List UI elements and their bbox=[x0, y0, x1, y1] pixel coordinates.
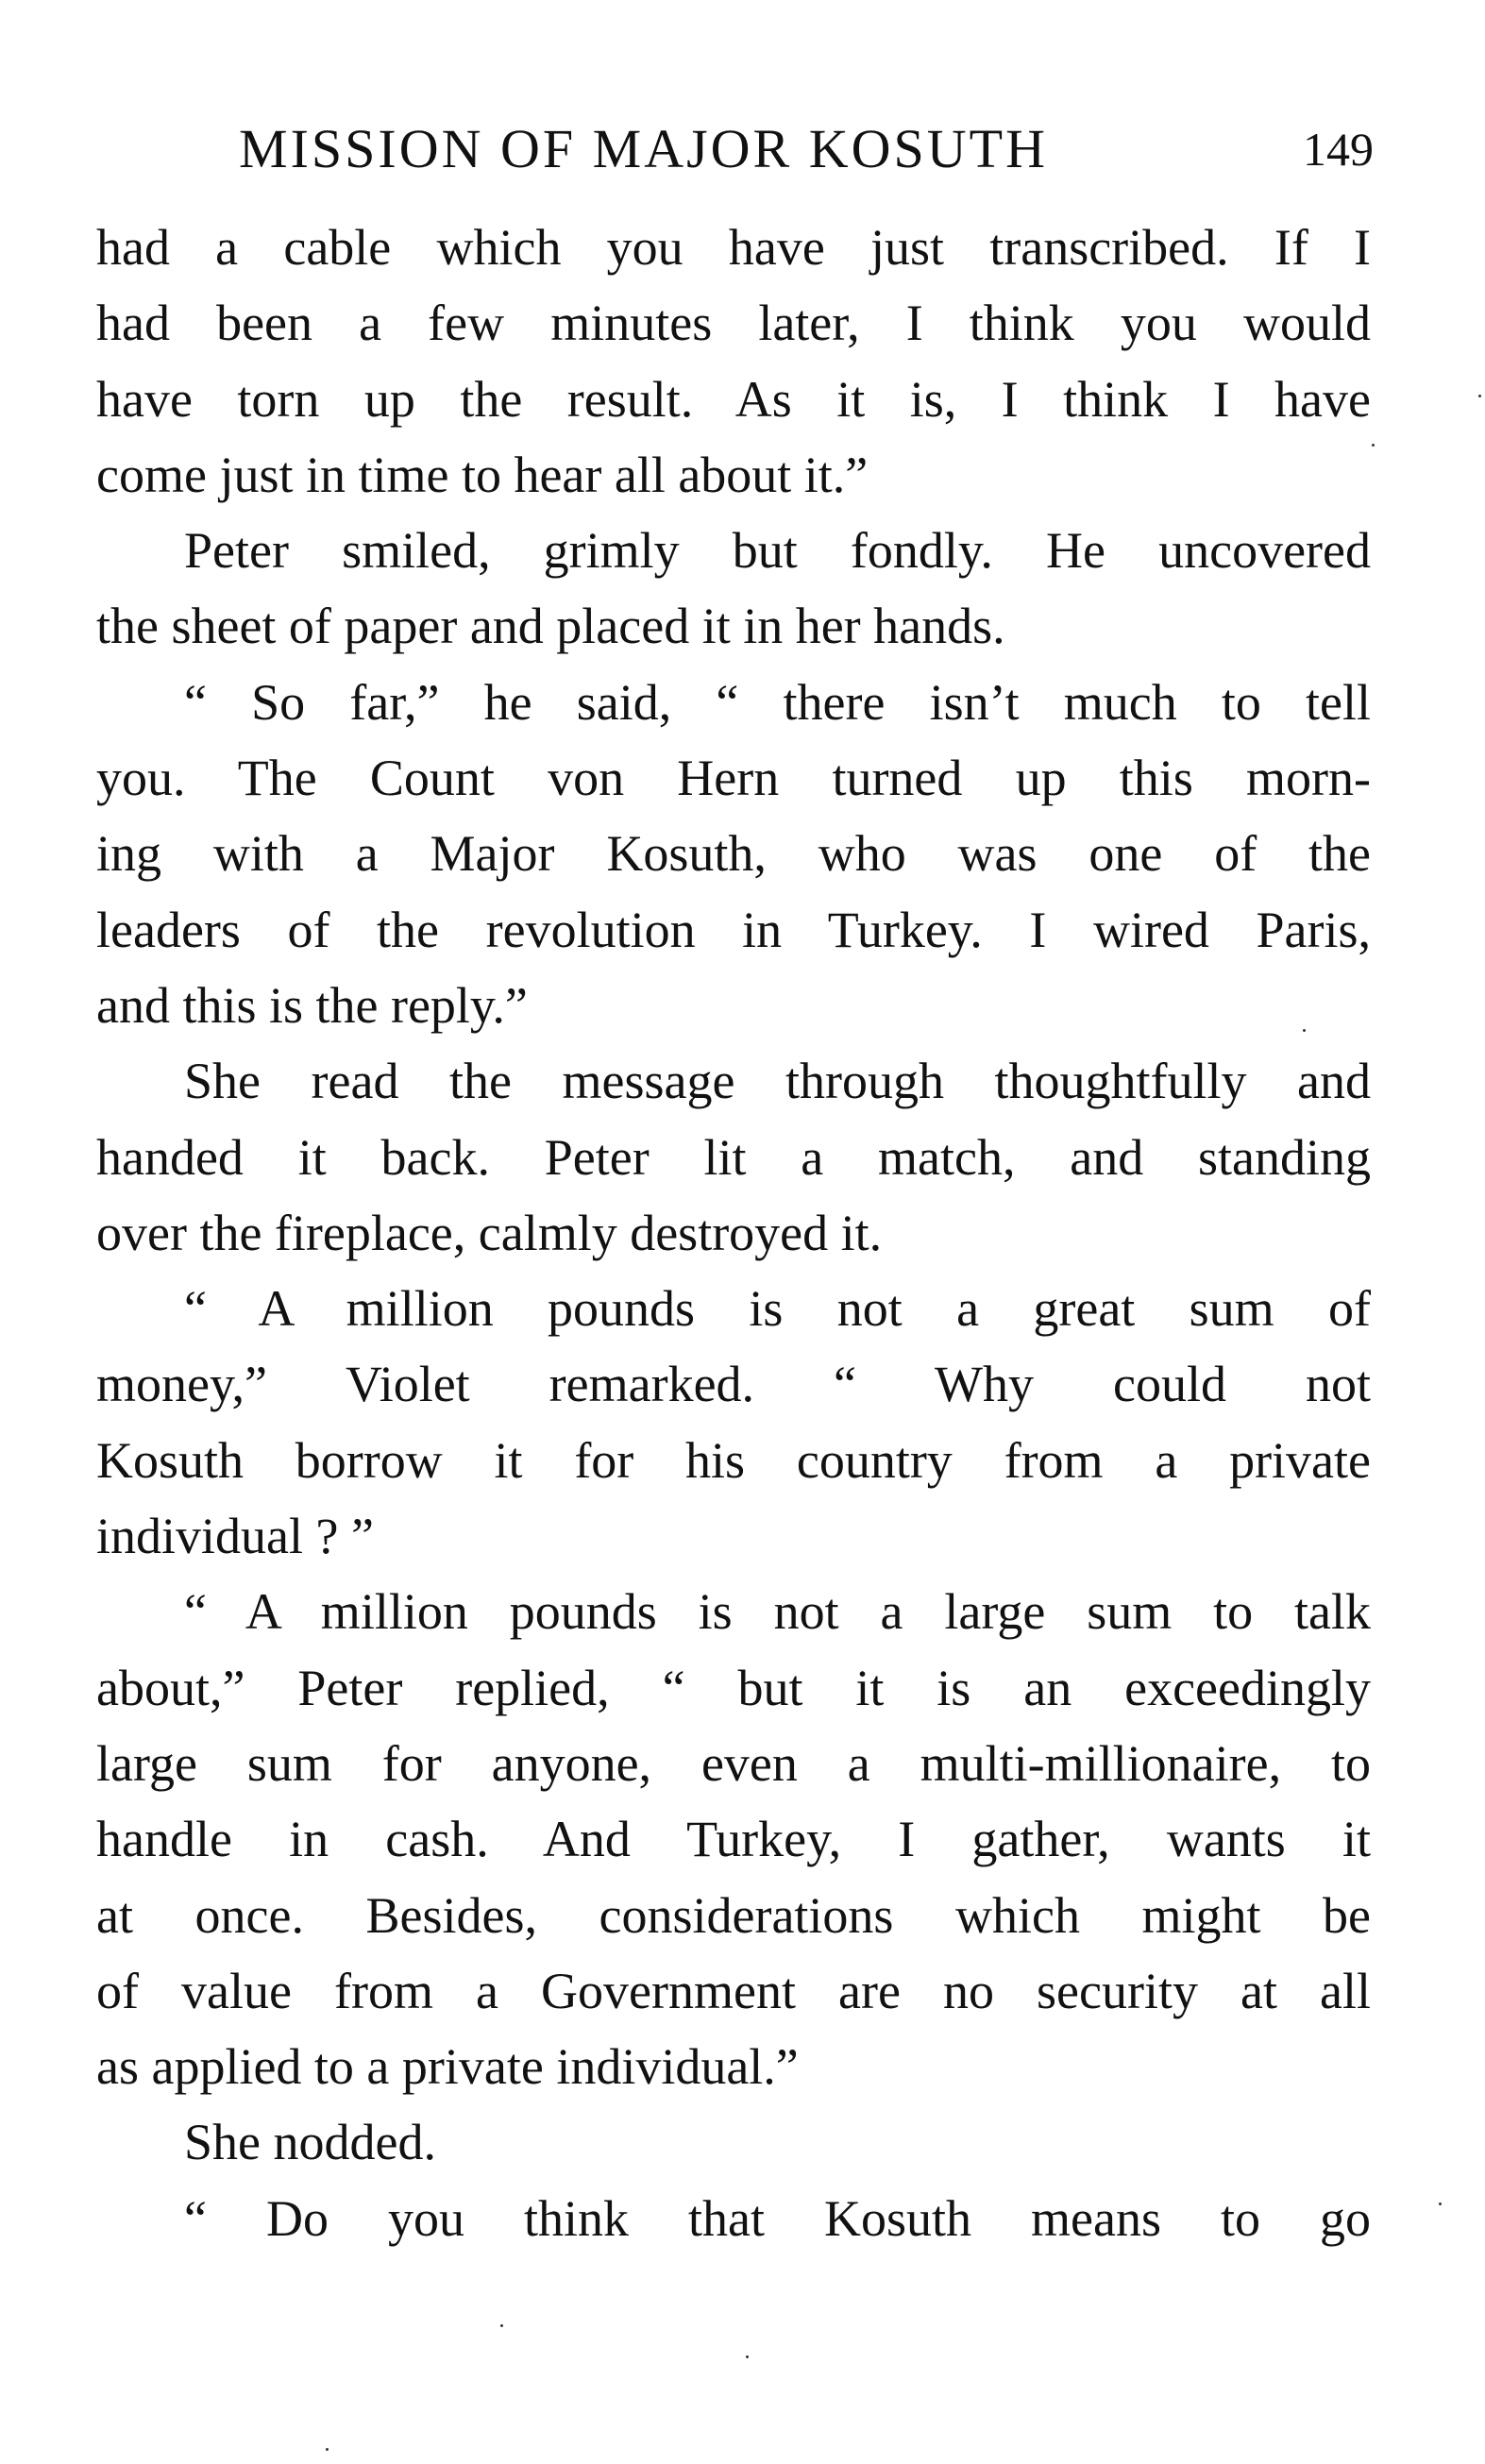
text-line: leaders of the revolution in Turkey. I wired Paris, bbox=[96, 901, 1371, 958]
text-line: as applied to a private individual.” bbox=[96, 2038, 799, 2096]
text-line: had a cable which you have just transcribed. If I bbox=[96, 219, 1371, 276]
scan-speck bbox=[500, 2324, 503, 2327]
scan-speck bbox=[1303, 1029, 1306, 1032]
text-line: handed it back. Peter lit a match, and standing bbox=[96, 1128, 1371, 1186]
text-line: She read the message through thoughtfully and bbox=[184, 1053, 1371, 1110]
text-line: come just in time to hear all about it.” bbox=[96, 446, 869, 503]
text-line: about,” Peter replied, “ but it is an exceedingly bbox=[96, 1659, 1371, 1716]
text-line: large sum for anyone, even a multi-millionaire, to bbox=[96, 1734, 1371, 1792]
text-line: “ A million pounds is not a large sum to talk bbox=[184, 1583, 1371, 1641]
text-line: “ So far,” he said, “ there isn’t much to tell bbox=[184, 673, 1371, 731]
running-title: MISSION OF MAJOR KOSUTH bbox=[239, 118, 1048, 179]
body-text bbox=[96, 210, 1371, 2256]
text-line: have torn up the result. As it is, I think I have bbox=[96, 370, 1371, 428]
text-line: “ A million pounds is not a great sum of bbox=[184, 1280, 1371, 1338]
page-number: 149 bbox=[1303, 123, 1374, 176]
text-line: ing with a Major Kosuth, who was one of the bbox=[96, 825, 1371, 883]
scan-speck bbox=[1372, 444, 1375, 447]
text-line: you. The Count von Hern turned up this morn- bbox=[96, 750, 1371, 807]
page-header bbox=[239, 111, 1374, 187]
text-line: at once. Besides, considerations which might be bbox=[96, 1886, 1371, 1944]
text-line: “ Do you think that Kosuth means to go bbox=[184, 2189, 1371, 2247]
scan-speck bbox=[746, 2355, 749, 2358]
text-line: over the fireplace, calmly destroyed it. bbox=[96, 1204, 883, 1261]
text-line: money,” Violet remarked. “ Why could not bbox=[96, 1356, 1371, 1413]
text-line: of value from a Government are no security at all bbox=[96, 1962, 1371, 2019]
text-line: the sheet of paper and placed it in her hands. bbox=[96, 598, 1005, 655]
text-line: Kosuth borrow it for his country from a private bbox=[96, 1431, 1371, 1489]
scan-speck bbox=[1439, 2202, 1442, 2205]
text-line: had been a few minutes later, I think you would bbox=[96, 295, 1371, 352]
text-line: individual ? ” bbox=[96, 1508, 374, 1565]
text-line: She nodded. bbox=[184, 2114, 436, 2171]
text-line: Peter smiled, grimly but fondly. He uncovered bbox=[184, 522, 1371, 580]
text-line: and this is the reply.” bbox=[96, 976, 528, 1034]
scan-speck bbox=[1478, 395, 1481, 397]
scan-speck bbox=[326, 2448, 329, 2451]
text-line: handle in cash. And Turkey, I gather, wants it bbox=[96, 1811, 1371, 1868]
